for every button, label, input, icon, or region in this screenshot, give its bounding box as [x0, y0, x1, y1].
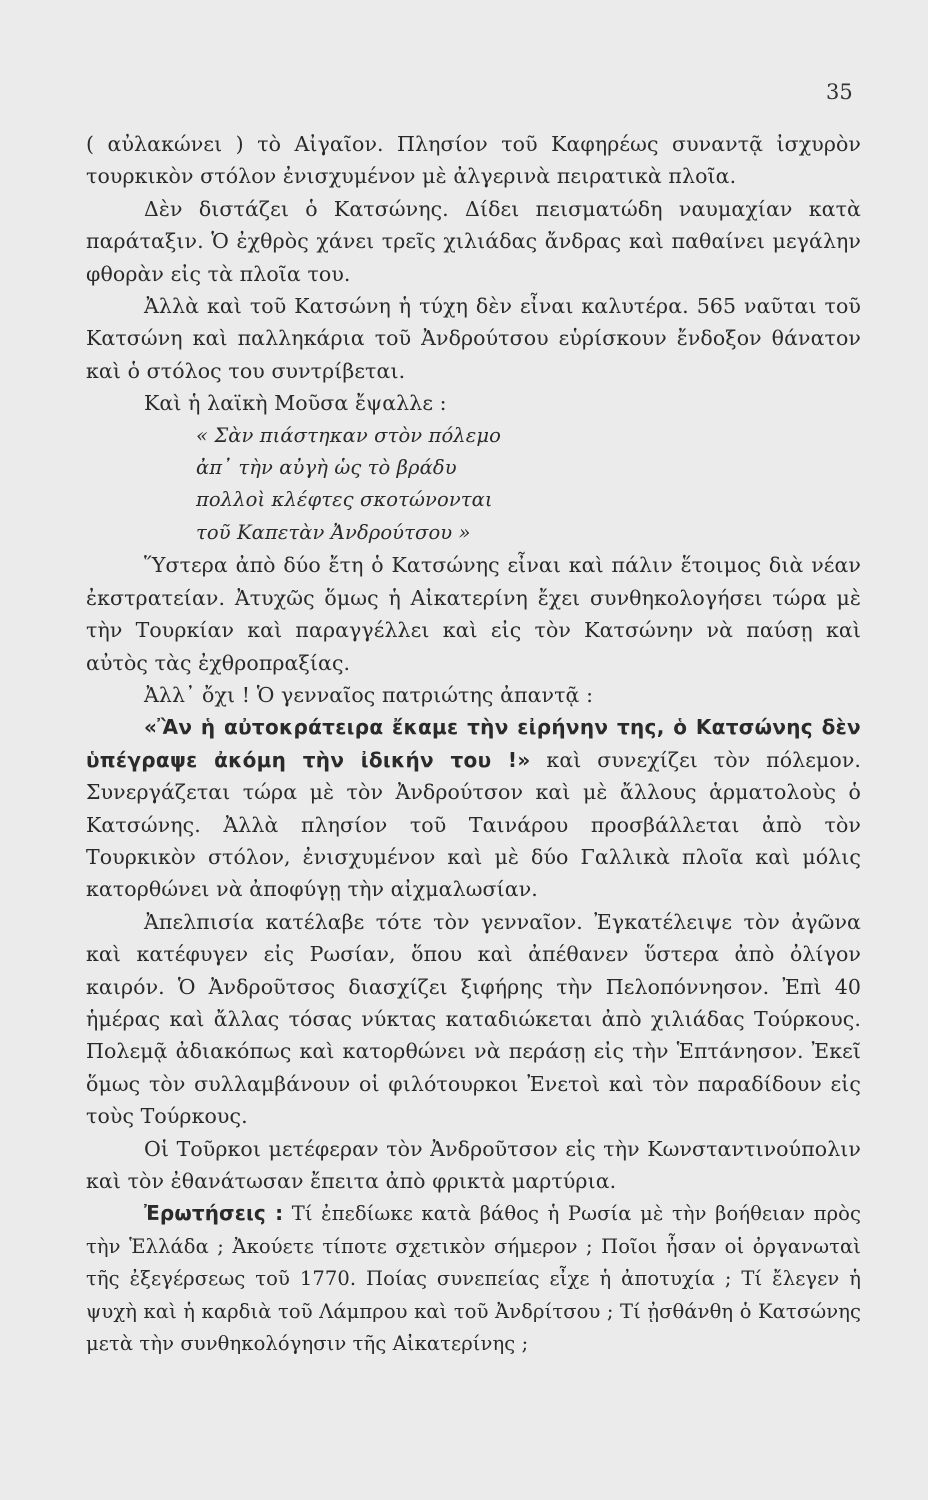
- paragraph-2: Δὲν διστάζει ὁ Κατσώνης. Δίδει πεισματώδη ναυμαχίαν κατὰ παράταξιν. Ὁ ἐχθρὸς χάνει τρεῖς χιλιάδας ἄνδρας καὶ παθαίνει μεγάλην φθορὰν εἰς τὰ πλοῖα του.: [86, 196, 861, 286]
- folk-song-verse: [86, 420, 861, 550]
- paragraph-quote: [86, 711, 861, 905]
- paragraph-6: Ἀλλ᾿ ὄχι ! Ὁ γενναῖος πατριώτης ἀπαντᾷ :: [144, 682, 594, 707]
- verse-line-3: πολλοὶ κλέφτες σκοτώνονται: [196, 488, 493, 512]
- paragraph-5: Ὕστερα ἀπὸ δύο ἔτη ὁ Κατσώνης εἶναι καὶ πάλιν ἕτοιμος διὰ νέαν ἐκστρατείαν. Ἀτυχῶς ὅμως ἡ Αἰκατερίνη ἔχει συνθηκολογήσει τώρα μὲ τὴν Τουρκίαν καὶ παραγγέλλει καὶ εἰς τὸν Κατσώνην νὰ παύσῃ καὶ αὐτὸς τὰς ἐχθροπραξίας.: [86, 553, 861, 675]
- paragraph-4: Καὶ ἡ λαϊκὴ Μοῦσα ἔψαλλε :: [144, 391, 447, 416]
- verse-line-2: ἀπ᾿ τὴν αὐγὴ ὡς τὸ βράδυ: [196, 456, 457, 480]
- paragraph-8: Οἱ Τοῦρκοι μετέφεραν τὸν Ἀνδροῦτσον εἰς τὴν Κωνσταντινούπολιν καὶ τὸν ἐθανάτωσαν ἔπειτα ἀπὸ φρικτὰ μαρτύρια.: [86, 1136, 861, 1193]
- paragraph-quote-continuation: καὶ συνεχίζει τὸν πόλεμον. Συνεργάζεται τώρα μὲ τὸν Ἀνδρούτσον καὶ μὲ ἄλλους ἁρματολοὺς ὁ Κατσώνης. Ἀλλὰ πλησίον τοῦ Ταινάρου προσβάλλεται ἀπὸ τὸν Τουρκικὸν στόλον, ἐνισχυμένον καὶ μὲ δύο Γαλλικὰ πλοῖα καὶ μόλις κατορθώνει νὰ ἀποφύγῃ τὴν αἰχμαλωσίαν.: [86, 747, 861, 902]
- questions-label: Ἐρωτήσεις :: [144, 1201, 284, 1226]
- paragraph-1: ( αὐλακώνει ) τὸ Αἰγαῖον. Πλησίον τοῦ Καφηρέως συναντᾷ ἰσχυρὸν τουρκικὸν στόλον ἐνισχυμένον μὲ ἀλγερινὰ πειρατικὰ πλοῖα.: [86, 132, 861, 189]
- verse-line-1: « Σὰν πιάστηκαν στὸν πόλεμο: [196, 423, 501, 447]
- paragraph-3: Ἀλλὰ καὶ τοῦ Κατσώνη ἡ τύχη δὲν εἶναι καλυτέρα. 565 ναῦται τοῦ Κατσώνη καὶ παλληκάρια τοῦ Ἀνδρούτσου εὑρίσκουν ἔνδοξον θάνατον καὶ ὁ στόλος του συντρίβεται.: [86, 294, 861, 383]
- page-text: [86, 128, 861, 1360]
- page-number: 35: [826, 80, 853, 104]
- verse-line-4: τοῦ Καπετὰν Ἀνδρούτσου »: [196, 520, 471, 544]
- questions-paragraph: [86, 1197, 861, 1360]
- paragraph-7: Ἀπελπισία κατέλαβε τότε τὸν γενναῖον. Ἐγκατέλειψε τὸν ἀγῶνα καὶ κατέφυγεν εἰς Ρωσίαν, ὅπου καὶ ἀπέθανεν ὕστερα ἀπὸ ὀλίγον καιρόν. Ὁ Ἀνδροῦτσος διασχίζει ξιφήρης τὴν Πελοπόννησον. Ἐπὶ 40 ἡμέρας καὶ ἄλλας τόσας νύκτας καταδιώκεται ἀπὸ χιλιάδας Τούρκους. Πολεμᾷ ἀδιακόπως καὶ κατορθώνει νὰ περάσῃ εἰς τὴν Ἑπτάνησον. Ἐκεῖ ὅμως τὸν συλλαμβάνουν οἱ φιλότουρκοι Ἐνετοὶ καὶ τὸν παραδίδουν εἰς τοὺς Τούρκους.: [86, 909, 861, 1129]
- questions-text: Τί ἐπεδίωκε κατὰ βάθος ἡ Ρωσία μὲ τὴν βοήθειαν πρὸς τὴν Ἑλλάδα ; Ἀκούετε τίποτε σχετικὸν σήμερον ; Ποῖοι ἦσαν οἱ ὀργανωταὶ τῆς ἐξεγέρσεως τοῦ 1770. Ποίας συνεπείας εἶχε ἡ ἀποτυχία ; Τί ἔλεγεν ἡ ψυχὴ καὶ ἡ καρδιὰ τοῦ Λάμπρου καὶ τοῦ Ἀνδρίτσου ; Τί ᾐσθάνθη ὁ Κατσώνης μετὰ τὴν συνθηκολόγησιν τῆς Αἰκατερίνης ;: [86, 1202, 862, 1356]
- katsonis-quote: «Ἂν ἡ αὐτοκράτειρα ἔκαμε τὴν εἰρήνην της, ὁ Κατσώνης δὲν ὑπέγραψε ἀκόμη τὴν ἰδικήν του !»: [86, 715, 861, 772]
